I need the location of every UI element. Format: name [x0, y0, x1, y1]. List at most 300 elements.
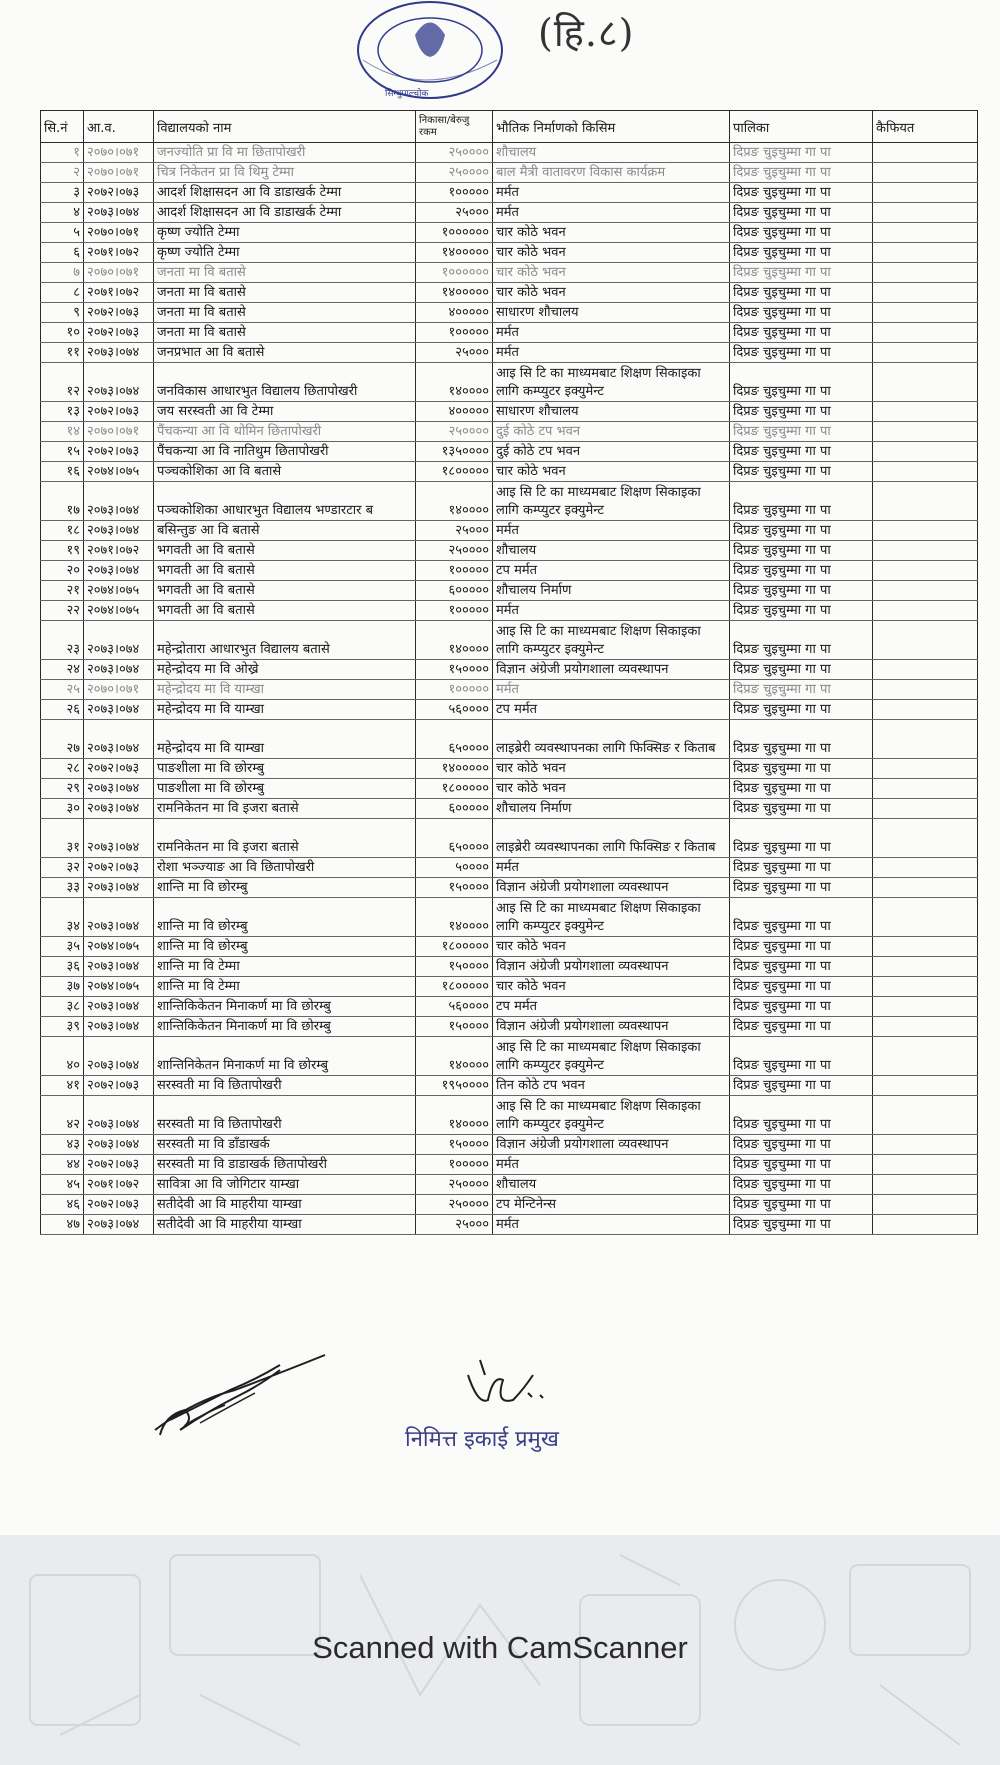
- cell-palika: दिप्रङ चुइचुम्मा गा पा: [730, 779, 873, 799]
- cell-work-type: आइ सि टि का माध्यमबाट शिक्षण सिकाइका लागि कम्प्युटर इक्युमेन्ट: [493, 482, 730, 521]
- cell-work-type: टप मर्मत: [493, 561, 730, 581]
- cell-school-name: शान्ति मा वि टेम्मा: [154, 957, 416, 977]
- cell-fiscal-year: २०७२।०७३: [84, 442, 154, 462]
- cell-remarks: [873, 1017, 978, 1037]
- cell-fiscal-year: २०७३।०७४: [84, 779, 154, 799]
- cell-school-name: पाङशीला मा वि छोरम्बु: [154, 759, 416, 779]
- cell-amount: १९५००००: [416, 1076, 493, 1096]
- table-row: [41, 997, 978, 1017]
- cell-palika: दिप्रङ चुइचुम्मा गा पा: [730, 1215, 873, 1235]
- cell-sn: ४५: [41, 1175, 84, 1195]
- header-school-name: विद्यालयको नाम: [154, 111, 416, 143]
- cell-remarks: [873, 621, 978, 660]
- cell-amount: २५००००: [416, 1175, 493, 1195]
- cell-sn: ६: [41, 243, 84, 263]
- cell-fiscal-year: २०७४।०७५: [84, 601, 154, 621]
- cell-work-type: आइ सि टि का माध्यमबाट शिक्षण सिकाइका लागि कम्प्युटर इक्युमेन्ट: [493, 621, 730, 660]
- cell-amount: २५००००: [416, 422, 493, 442]
- cell-remarks: [873, 561, 978, 581]
- cell-sn: १०: [41, 323, 84, 343]
- cell-work-type: मर्मत: [493, 203, 730, 223]
- cell-work-type: शौचालय: [493, 1175, 730, 1195]
- table-row: [41, 482, 978, 521]
- cell-palika: दिप्रङ चुइचुम्मा गा पा: [730, 1175, 873, 1195]
- header-work-type: भौतिक निर्माणको किसिम: [493, 111, 730, 143]
- table-row: [41, 878, 978, 898]
- cell-amount: २५०००: [416, 521, 493, 541]
- cell-remarks: [873, 858, 978, 878]
- cell-remarks: [873, 183, 978, 203]
- cell-fiscal-year: २०७०।०७१: [84, 263, 154, 283]
- cell-amount: ६०००००: [416, 799, 493, 819]
- cell-fiscal-year: २०७३।०७४: [84, 1096, 154, 1135]
- cell-fiscal-year: २०७२।०७३: [84, 303, 154, 323]
- cell-remarks: [873, 263, 978, 283]
- cell-work-type: दुई कोठे टप भवन: [493, 442, 730, 462]
- cell-palika: दिप्रङ चुइचुम्मा गा पा: [730, 957, 873, 977]
- cell-palika: दिप्रङ चुइचुम्मा गा पा: [730, 977, 873, 997]
- cell-amount: २५००००: [416, 541, 493, 561]
- cell-palika: दिप्रङ चुइचुम्मा गा पा: [730, 223, 873, 243]
- cell-remarks: [873, 223, 978, 243]
- cell-work-type: मर्मत: [493, 183, 730, 203]
- header-remarks: कैफियत: [873, 111, 978, 143]
- cell-fiscal-year: २०७३।०७४: [84, 1037, 154, 1076]
- cell-palika: दिप्रङ चुइचुम्मा गा पा: [730, 243, 873, 263]
- table-row: [41, 1175, 978, 1195]
- cell-fiscal-year: २०७३।०७४: [84, 521, 154, 541]
- cell-fiscal-year: २०७३।०७४: [84, 561, 154, 581]
- cell-amount: १४००००: [416, 363, 493, 402]
- table-row: [41, 779, 978, 799]
- cell-school-name: जनता मा वि बतासे: [154, 283, 416, 303]
- cell-remarks: [873, 799, 978, 819]
- table-row: [41, 163, 978, 183]
- cell-remarks: [873, 402, 978, 422]
- table-row: [41, 1215, 978, 1235]
- table-row: [41, 541, 978, 561]
- table-row: [41, 283, 978, 303]
- cell-amount: ५६००००: [416, 997, 493, 1017]
- table-row: [41, 581, 978, 601]
- cell-sn: १६: [41, 462, 84, 482]
- cell-sn: १८: [41, 521, 84, 541]
- cell-school-name: बसिन्तुङ आ वि बतासे: [154, 521, 416, 541]
- cell-remarks: [873, 878, 978, 898]
- table-header-row: [41, 111, 978, 143]
- cell-work-type: मर्मत: [493, 1155, 730, 1175]
- cell-amount: १४०००००: [416, 243, 493, 263]
- cell-work-type: बाल मैत्री वातावरण विकास कार्यक्रम: [493, 163, 730, 183]
- cell-school-name: जनता मा वि बतासे: [154, 303, 416, 323]
- cell-sn: ४३: [41, 1135, 84, 1155]
- cell-work-type: शौचालय निर्माण: [493, 799, 730, 819]
- cell-palika: दिप्रङ चुइचुम्मा गा पा: [730, 819, 873, 858]
- cell-work-type: मर्मत: [493, 858, 730, 878]
- cell-sn: २९: [41, 779, 84, 799]
- cell-fiscal-year: २०७४।०७५: [84, 581, 154, 601]
- cell-work-type: शौचालय: [493, 541, 730, 561]
- cell-amount: १००००००: [416, 223, 493, 243]
- cell-school-name: कृष्ण ज्योति टेम्मा: [154, 243, 416, 263]
- cell-work-type: चार कोठे भवन: [493, 223, 730, 243]
- cell-palika: दिप्रङ चुइचुम्मा गा पा: [730, 660, 873, 680]
- cell-work-type: आइ सि टि का माध्यमबाट शिक्षण सिकाइका लागि कम्प्युटर इक्युमेन्ट: [493, 1037, 730, 1076]
- cell-palika: दिप्रङ चुइचुम्मा गा पा: [730, 1076, 873, 1096]
- cell-remarks: [873, 363, 978, 402]
- table-row: [41, 858, 978, 878]
- cell-palika: दिप्रङ चुइचुम्मा गा पा: [730, 442, 873, 462]
- cell-fiscal-year: २०७०।०७१: [84, 422, 154, 442]
- cell-work-type: टप मर्मत: [493, 700, 730, 720]
- cell-work-type: विज्ञान अंग्रेजी प्रयोगशाला व्यवस्थापन: [493, 1017, 730, 1037]
- cell-work-type: साधारण शौचालय: [493, 303, 730, 323]
- signature-left: [145, 1335, 335, 1445]
- cell-palika: दिप्रङ चुइचुम्मा गा पा: [730, 997, 873, 1017]
- unit-head-label: निमित्त इकाई प्रमुख: [405, 1427, 559, 1452]
- cell-sn: २४: [41, 660, 84, 680]
- table-row: [41, 720, 978, 759]
- cell-school-name: भगवती आ वि बतासे: [154, 561, 416, 581]
- table-row: [41, 1155, 978, 1175]
- cell-school-name: जनप्रभात आ वि बतासे: [154, 343, 416, 363]
- cell-remarks: [873, 422, 978, 442]
- cell-fiscal-year: २०७०।०७१: [84, 163, 154, 183]
- cell-school-name: पञ्चकोशिका आ वि बतासे: [154, 462, 416, 482]
- cell-school-name: भगवती आ वि बतासे: [154, 581, 416, 601]
- cell-fiscal-year: २०७२।०७३: [84, 1076, 154, 1096]
- table-row: [41, 263, 978, 283]
- cell-fiscal-year: २०७३।०७४: [84, 482, 154, 521]
- cell-sn: २५: [41, 680, 84, 700]
- cell-school-name: भगवती आ वि बतासे: [154, 541, 416, 561]
- cell-sn: ५: [41, 223, 84, 243]
- cell-school-name: सरस्वती मा वि छितापोखरी: [154, 1096, 416, 1135]
- cell-fiscal-year: २०७३।०७४: [84, 363, 154, 402]
- cell-palika: दिप्रङ चुइचुम्मा गा पा: [730, 720, 873, 759]
- cell-school-name: सतीदेवी आ वि माहरीया याम्खा: [154, 1195, 416, 1215]
- cell-palika: दिप्रङ चुइचुम्मा गा पा: [730, 143, 873, 163]
- cell-school-name: सरस्वती मा वि छितापोखरी: [154, 1076, 416, 1096]
- cell-sn: २६: [41, 700, 84, 720]
- cell-sn: १२: [41, 363, 84, 402]
- cell-fiscal-year: २०७०।०७१: [84, 680, 154, 700]
- cell-palika: दिप्रङ चुइचुम्मा गा पा: [730, 621, 873, 660]
- cell-school-name: जय सरस्वती आ वि टेम्मा: [154, 402, 416, 422]
- table-row: [41, 422, 978, 442]
- cell-remarks: [873, 937, 978, 957]
- cell-amount: २५००००: [416, 1195, 493, 1215]
- cell-palika: दिप्रङ चुइचुम्मा गा पा: [730, 581, 873, 601]
- cell-fiscal-year: २०७२।०७३: [84, 183, 154, 203]
- cell-school-name: सरस्वती मा वि डाँडाखर्क: [154, 1135, 416, 1155]
- cell-sn: १५: [41, 442, 84, 462]
- table-row: [41, 143, 978, 163]
- cell-remarks: [873, 819, 978, 858]
- cell-amount: १८०००००: [416, 462, 493, 482]
- cell-palika: दिप्रङ चुइचुम्मा गा पा: [730, 541, 873, 561]
- cell-amount: १८०००००: [416, 779, 493, 799]
- cell-remarks: [873, 1155, 978, 1175]
- cell-sn: ४: [41, 203, 84, 223]
- cell-work-type: मर्मत: [493, 601, 730, 621]
- cell-remarks: [873, 482, 978, 521]
- cell-work-type: चार कोठे भवन: [493, 977, 730, 997]
- cell-fiscal-year: २०७३।०७४: [84, 720, 154, 759]
- cell-amount: १०००००: [416, 680, 493, 700]
- cell-remarks: [873, 323, 978, 343]
- cell-remarks: [873, 977, 978, 997]
- cell-remarks: [873, 521, 978, 541]
- table-row: [41, 937, 978, 957]
- cell-work-type: चार कोठे भवन: [493, 779, 730, 799]
- table-row: [41, 462, 978, 482]
- cell-work-type: आइ सि टि का माध्यमबाट शिक्षण सिकाइका लागि कम्प्युटर इक्युमेन्ट: [493, 898, 730, 937]
- cell-work-type: साधारण शौचालय: [493, 402, 730, 422]
- cell-work-type: चार कोठे भवन: [493, 283, 730, 303]
- cell-fiscal-year: २०७२।०७३: [84, 1155, 154, 1175]
- cell-fiscal-year: २०७२।०७३: [84, 759, 154, 779]
- cell-amount: १५००००: [416, 660, 493, 680]
- cell-remarks: [873, 700, 978, 720]
- cell-school-name: पैंचकन्या आ वि नातिथुम छितापोखरी: [154, 442, 416, 462]
- cell-school-name: सरस्वती मा वि डाडाखर्क छितापोखरी: [154, 1155, 416, 1175]
- cell-palika: दिप्रङ चुइचुम्मा गा पा: [730, 1155, 873, 1175]
- cell-palika: दिप्रङ चुइचुम्मा गा पा: [730, 561, 873, 581]
- cell-remarks: [873, 997, 978, 1017]
- cell-palika: दिप्रङ चुइचुम्मा गा पा: [730, 343, 873, 363]
- cell-remarks: [873, 1037, 978, 1076]
- table-row: [41, 819, 978, 858]
- cell-sn: ७: [41, 263, 84, 283]
- cell-school-name: जनविकास आधारभुत विद्यालय छितापोखरी: [154, 363, 416, 402]
- cell-work-type: मर्मत: [493, 323, 730, 343]
- cell-work-type: शौचालय: [493, 143, 730, 163]
- table-row: [41, 402, 978, 422]
- cell-sn: २२: [41, 601, 84, 621]
- cell-school-name: सावित्रा आ वि जोगिटार याम्खा: [154, 1175, 416, 1195]
- cell-fiscal-year: २०७२।०७३: [84, 858, 154, 878]
- cell-work-type: मर्मत: [493, 680, 730, 700]
- cell-school-name: महेन्द्रोदय मा वि याम्खा: [154, 720, 416, 759]
- table-row: [41, 363, 978, 402]
- cell-palika: दिप्रङ चुइचुम्मा गा पा: [730, 323, 873, 343]
- cell-remarks: [873, 243, 978, 263]
- cell-remarks: [873, 1076, 978, 1096]
- cell-remarks: [873, 1195, 978, 1215]
- cell-remarks: [873, 442, 978, 462]
- cell-school-name: शान्तिकिकेतन मिनाकर्ण मा वि छोरम्बु: [154, 997, 416, 1017]
- cell-sn: ११: [41, 343, 84, 363]
- cell-remarks: [873, 1135, 978, 1155]
- table-row: [41, 303, 978, 323]
- cell-sn: ४०: [41, 1037, 84, 1076]
- cell-sn: ३९: [41, 1017, 84, 1037]
- cell-sn: २३: [41, 621, 84, 660]
- cell-amount: ६५००००: [416, 720, 493, 759]
- cell-sn: ४४: [41, 1155, 84, 1175]
- cell-fiscal-year: २०७२।०७३: [84, 402, 154, 422]
- cell-amount: १५००००: [416, 1017, 493, 1037]
- table-row: [41, 343, 978, 363]
- cell-palika: दिप्रङ चुइचुम्मा गा पा: [730, 263, 873, 283]
- cell-remarks: [873, 601, 978, 621]
- cell-sn: २७: [41, 720, 84, 759]
- cell-school-name: महेन्द्रोदय मा वि ओख्रे: [154, 660, 416, 680]
- cell-sn: २१: [41, 581, 84, 601]
- cell-work-type: विज्ञान अंग्रेजी प्रयोगशाला व्यवस्थापन: [493, 957, 730, 977]
- cell-remarks: [873, 143, 978, 163]
- cell-sn: १७: [41, 482, 84, 521]
- cell-work-type: तिन कोठे टप भवन: [493, 1076, 730, 1096]
- header-palika: पालिका: [730, 111, 873, 143]
- cell-school-name: कृष्ण ज्योति टेम्मा: [154, 223, 416, 243]
- cell-palika: दिप्रङ चुइचुम्मा गा पा: [730, 700, 873, 720]
- cell-remarks: [873, 163, 978, 183]
- cell-school-name: पाङशीला मा वि छोरम्बु: [154, 779, 416, 799]
- cell-remarks: [873, 680, 978, 700]
- cell-palika: दिप्रङ चुइचुम्मा गा पा: [730, 759, 873, 779]
- cell-palika: दिप्रङ चुइचुम्मा गा पा: [730, 799, 873, 819]
- cell-sn: ३१: [41, 819, 84, 858]
- cell-work-type: लाइब्रेरी व्यवस्थापनका लागि फिक्सिङ र किताब: [493, 819, 730, 858]
- cell-remarks: [873, 1096, 978, 1135]
- cell-amount: १८०००००: [416, 937, 493, 957]
- cell-palika: दिप्रङ चुइचुम्मा गा पा: [730, 521, 873, 541]
- cell-amount: १००००००: [416, 263, 493, 283]
- cell-palika: दिप्रङ चुइचुम्मा गा पा: [730, 183, 873, 203]
- cell-amount: ४०००००: [416, 303, 493, 323]
- cell-fiscal-year: २०७२।०७३: [84, 323, 154, 343]
- cell-remarks: [873, 203, 978, 223]
- cell-amount: २५०००: [416, 203, 493, 223]
- table-row: [41, 601, 978, 621]
- table-row: [41, 183, 978, 203]
- cell-amount: १४००००: [416, 482, 493, 521]
- table-row: [41, 442, 978, 462]
- cell-fiscal-year: २०७३।०७४: [84, 1135, 154, 1155]
- cell-sn: १३: [41, 402, 84, 422]
- table-row: [41, 223, 978, 243]
- cell-school-name: जनज्योति प्रा वि मा छितापोखरी: [154, 143, 416, 163]
- cell-school-name: पैंचकन्या आ वि थोमिन छितापोखरी: [154, 422, 416, 442]
- cell-school-name: शान्ति मा वि छोरम्बु: [154, 878, 416, 898]
- cell-palika: दिप्रङ चुइचुम्मा गा पा: [730, 937, 873, 957]
- cell-school-name: महेन्द्रोतारा आधारभुत विद्यालय बतासे: [154, 621, 416, 660]
- cell-remarks: [873, 581, 978, 601]
- cell-work-type: आइ सि टि का माध्यमबाट शिक्षण सिकाइका लागि कम्प्युटर इक्युमेन्ट: [493, 1096, 730, 1135]
- school-construction-table: [40, 110, 978, 1235]
- table-row: [41, 759, 978, 779]
- cell-school-name: सतीदेवी आ वि माहरीया याम्खा: [154, 1215, 416, 1235]
- table-row: [41, 660, 978, 680]
- cell-amount: १०००००: [416, 1155, 493, 1175]
- cell-amount: १४००००: [416, 621, 493, 660]
- cell-remarks: [873, 759, 978, 779]
- table-row: [41, 1096, 978, 1135]
- cell-sn: २: [41, 163, 84, 183]
- cell-fiscal-year: २०७४।०७५: [84, 977, 154, 997]
- cell-amount: २५०००: [416, 1215, 493, 1235]
- camscanner-watermark: Scanned with CamScanner: [312, 1630, 688, 1665]
- cell-fiscal-year: २०७३।०७४: [84, 343, 154, 363]
- cell-amount: १४००००: [416, 1037, 493, 1076]
- cell-work-type: विज्ञान अंग्रेजी प्रयोगशाला व्यवस्थापन: [493, 660, 730, 680]
- cell-fiscal-year: २०७१।०७२: [84, 283, 154, 303]
- cell-fiscal-year: २०७३।०७४: [84, 660, 154, 680]
- table-row: [41, 680, 978, 700]
- cell-palika: दिप्रङ चुइचुम्मा गा पा: [730, 1195, 873, 1215]
- table-row: [41, 1017, 978, 1037]
- cell-work-type: मर्मत: [493, 521, 730, 541]
- cell-school-name: महेन्द्रोदय मा वि याम्खा: [154, 680, 416, 700]
- table-row: [41, 621, 978, 660]
- cell-fiscal-year: २०७३।०७४: [84, 1017, 154, 1037]
- cell-palika: दिप्रङ चुइचुम्मा गा पा: [730, 402, 873, 422]
- cell-sn: ९: [41, 303, 84, 323]
- cell-amount: १३५००००: [416, 442, 493, 462]
- cell-amount: १०००००: [416, 183, 493, 203]
- cell-school-name: रोशा भञ्ज्याङ आ वि छितापोखरी: [154, 858, 416, 878]
- cell-palika: दिप्रङ चुइचुम्मा गा पा: [730, 1037, 873, 1076]
- cell-amount: ५००००: [416, 858, 493, 878]
- cell-amount: ४०००००: [416, 402, 493, 422]
- cell-fiscal-year: २०७१।०७२: [84, 243, 154, 263]
- cell-remarks: [873, 720, 978, 759]
- cell-work-type: दुई कोठे टप भवन: [493, 422, 730, 442]
- cell-amount: १४०००००: [416, 759, 493, 779]
- cell-school-name: भगवती आ वि बतासे: [154, 601, 416, 621]
- cell-sn: ३०: [41, 799, 84, 819]
- cell-school-name: जनता मा वि बतासे: [154, 263, 416, 283]
- cell-fiscal-year: २०७३।०७४: [84, 799, 154, 819]
- cell-fiscal-year: २०७३।०७४: [84, 878, 154, 898]
- cell-palika: दिप्रङ चुइचुम्मा गा पा: [730, 363, 873, 402]
- cell-sn: २०: [41, 561, 84, 581]
- cell-remarks: [873, 303, 978, 323]
- cell-palika: दिप्रङ चुइचुम्मा गा पा: [730, 203, 873, 223]
- table-row: [41, 521, 978, 541]
- cell-amount: १५००००: [416, 878, 493, 898]
- cell-work-type: चार कोठे भवन: [493, 243, 730, 263]
- cell-fiscal-year: २०७०।०७१: [84, 143, 154, 163]
- cell-sn: ४७: [41, 1215, 84, 1235]
- cell-sn: ३४: [41, 898, 84, 937]
- cell-work-type: आइ सि टि का माध्यमबाट शिक्षण सिकाइका लागि कम्प्युटर इक्युमेन्ट: [493, 363, 730, 402]
- table-row: [41, 957, 978, 977]
- cell-fiscal-year: २०७३।०७४: [84, 1215, 154, 1235]
- cell-sn: १९: [41, 541, 84, 561]
- office-seal-stamp: [345, 0, 515, 110]
- cell-palika: दिप्रङ चुइचुम्मा गा पा: [730, 303, 873, 323]
- cell-fiscal-year: २०७४।०७५: [84, 937, 154, 957]
- table-row: [41, 323, 978, 343]
- cell-fiscal-year: २०७०।०७१: [84, 223, 154, 243]
- seal-place-text: सिन्धुपाल्चोक: [385, 89, 429, 99]
- cell-amount: १४०००००: [416, 283, 493, 303]
- cell-amount: ५६००००: [416, 700, 493, 720]
- table-row: [41, 1135, 978, 1155]
- cell-work-type: शौचालय निर्माण: [493, 581, 730, 601]
- cell-amount: १०००००: [416, 561, 493, 581]
- cell-amount: १८०००००: [416, 977, 493, 997]
- cell-remarks: [873, 283, 978, 303]
- cell-work-type: चार कोठे भवन: [493, 263, 730, 283]
- cell-school-name: शान्तिकिकेतन मिनाकर्ण मा वि छोरम्बु: [154, 1017, 416, 1037]
- handwritten-code: (हि.८): [538, 11, 635, 55]
- cell-amount: ६०००००: [416, 581, 493, 601]
- cell-school-name: आदर्श शिक्षासदन आ वि डाडाखर्क टेम्मा: [154, 183, 416, 203]
